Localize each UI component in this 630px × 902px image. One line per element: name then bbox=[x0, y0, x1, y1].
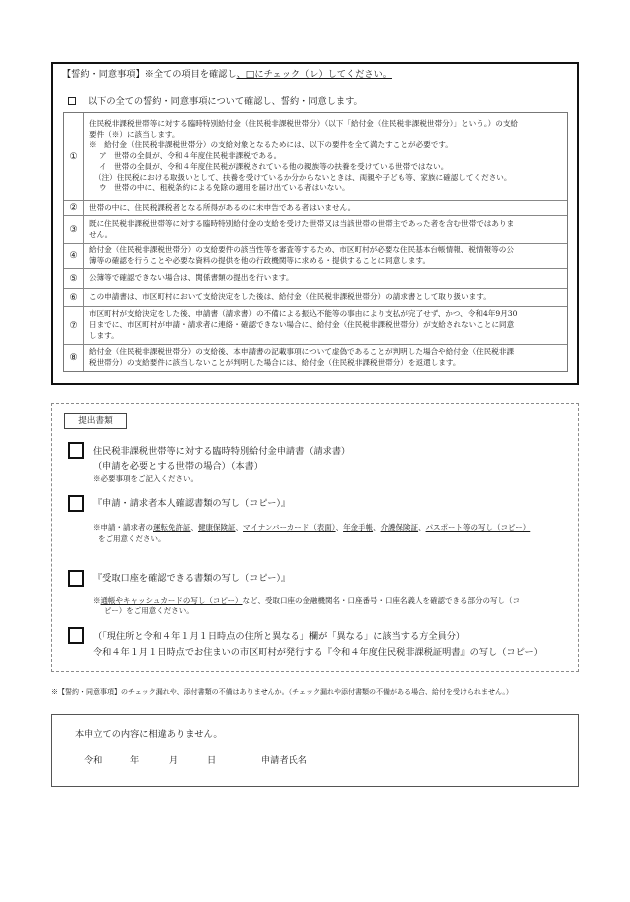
agreement-heading-text: 【誓約・同意事項】※全ての項目を確認し bbox=[62, 69, 237, 80]
terms-line: 世帯の中に、住民税課税者となる所得があるのに未申告である者はいません。 bbox=[89, 202, 356, 212]
consent-label: 以下の全ての誓約・同意事項について確認し、誓約・同意します。 bbox=[88, 95, 363, 107]
checklist-footnote: ※【誓約・同意事項】のチェック漏れや、添付書類の不備はありませんか。（チェック漏れや添付書類の不備がある場合、給付を受けられません。） bbox=[51, 688, 513, 696]
application-form-checkbox[interactable] bbox=[68, 442, 84, 459]
terms-line: 日までに、市区町村が申請・請求者に連絡・確認できない場合に、給付金（住民税非課税世帯分）が支給されないことに同意 bbox=[89, 320, 515, 330]
terms-row-2 bbox=[64, 200, 567, 215]
terms-row-8 bbox=[64, 344, 567, 371]
agreement-heading bbox=[62, 69, 392, 80]
terms-text bbox=[84, 307, 567, 344]
application-form-note: ※必要事項をご記入ください。 bbox=[93, 474, 198, 483]
bank-account-note-rest: など、受取口座の金融機関名・口座番号・口座名義人を確認できる部分の写し（コ bbox=[242, 596, 521, 605]
documents-section bbox=[51, 403, 579, 672]
id-doc-name: 介護保険証 bbox=[380, 523, 419, 532]
terms-number: ⑤ bbox=[64, 269, 84, 288]
terms-table bbox=[63, 112, 568, 372]
note-separator: 、 bbox=[190, 523, 198, 532]
bank-account-note-prefix: ※ bbox=[93, 596, 101, 605]
applicant-name-label: 申請者氏名 bbox=[261, 754, 307, 766]
terms-line: します。 bbox=[89, 330, 119, 340]
terms-number: ② bbox=[64, 201, 84, 215]
id-document-note-prefix: ※申請・請求者の bbox=[93, 523, 153, 532]
terms-line: 要件（※）に該当します。 bbox=[89, 129, 180, 139]
consent-checkbox[interactable] bbox=[68, 97, 76, 105]
terms-line: ア 世帯の全員が、令和４年度住民税非課税である。 bbox=[99, 151, 282, 161]
terms-line: せん。 bbox=[89, 229, 113, 239]
bank-account-note-line2: ピー）をご用意ください。 bbox=[104, 606, 194, 615]
date-era-label: 令和 bbox=[84, 754, 103, 766]
terms-line: ウ 世帯の中に、租税条約による免除の適用を届け出ている者はいない。 bbox=[99, 183, 350, 193]
terms-text bbox=[84, 345, 567, 371]
terms-line: 既に住民税非課税世帯等に対する臨時特別給付金の支給を受けた世帯又は当該世帯の世帯主であった者を含む世帯ではありま bbox=[89, 218, 515, 228]
terms-number: ⑦ bbox=[64, 307, 84, 344]
application-form-subtitle: （申請を必要とする世帯の場合）（本書） bbox=[93, 460, 263, 472]
terms-number: ④ bbox=[64, 244, 84, 268]
terms-line: 住民税非課税世帯等に対する臨時特別給付金（住民税非課税世帯分）（以下「給付金（住民税非課税世帯分）」という。）の支給 bbox=[89, 118, 519, 128]
terms-number: ⑧ bbox=[64, 345, 84, 371]
note-separator: 、 bbox=[235, 523, 243, 532]
terms-line: ※ 給付金（住民税非課税世帯分）の支給対象となるためには、以下の要件を全て満たすことが必要です。 bbox=[89, 140, 453, 150]
tax-certificate-checkbox[interactable] bbox=[68, 627, 84, 644]
bank-account-note bbox=[93, 596, 520, 606]
terms-row-3 bbox=[64, 215, 567, 243]
tax-certificate-condition: （「現住所と令和４年１月１日時点の住所と異なる」欄が「異なる」に該当する方全員分） bbox=[93, 630, 466, 642]
application-form-title: 住民税非課税世帯等に対する臨時特別給付金申請書（請求書） bbox=[93, 445, 351, 457]
note-separator: 、 bbox=[373, 523, 381, 532]
terms-text bbox=[84, 289, 567, 306]
id-document-note bbox=[93, 523, 530, 533]
id-doc-name: マイナンバーカード（表面） bbox=[243, 523, 336, 532]
terms-row-1 bbox=[64, 113, 567, 200]
terms-row-7 bbox=[64, 306, 567, 344]
id-doc-name: パスポート等の写し（コピー） bbox=[425, 523, 531, 532]
id-doc-name: 年金手帳 bbox=[343, 523, 374, 532]
tax-certificate-title: 令和４年１月１日時点でお住まいの市区町村が発行する『令和４年度住民税非課税証明書』の写し（コピー） bbox=[93, 646, 543, 658]
day-label: 日 bbox=[207, 754, 217, 766]
terms-text bbox=[84, 216, 567, 243]
documents-label: 提出書類 bbox=[64, 413, 127, 429]
id-document-title: 『申請・請求者本人確認書類の写し（コピー）』 bbox=[93, 497, 291, 509]
declaration-section bbox=[51, 714, 579, 787]
terms-row-5 bbox=[64, 268, 567, 288]
bank-account-checkbox[interactable] bbox=[68, 570, 84, 587]
terms-text bbox=[84, 201, 567, 215]
id-document-note-line2: をご用意ください。 bbox=[98, 534, 166, 543]
terms-number: ③ bbox=[64, 216, 84, 243]
year-label: 年 bbox=[130, 754, 140, 766]
terms-line: 給付金（住民税非課税世帯分）の支給後、本申請書の記載事項について虚偽であることが判明した場合や給付金（住民税非課 bbox=[89, 347, 515, 357]
terms-row-4 bbox=[64, 243, 567, 268]
terms-row-6 bbox=[64, 288, 567, 306]
terms-text bbox=[84, 244, 567, 268]
id-document-checkbox[interactable] bbox=[68, 495, 84, 512]
agreement-section bbox=[51, 62, 579, 385]
terms-line: 簿等の確認を行うことや必要な資料の提供を他の行政機関等に求める・提供することに同意します。 bbox=[89, 256, 431, 265]
terms-text bbox=[84, 269, 567, 288]
terms-line: この申請書は、市区町村において支給決定をした後は、給付金（住民税非課税世帯分）の請求書として取り扱います。 bbox=[89, 292, 491, 302]
terms-line: （注）住民税における取扱いとして、扶養を受けているか分からないときは、両親や子ども等、家族に確認してください。 bbox=[94, 172, 512, 182]
terms-line: 給付金（住民税非課税世帯分）の支給要件の該当性等を審査等するため、市区町村が必要な住民基本台帳情報、税情報等の公 bbox=[89, 245, 514, 255]
bank-account-title: 『受取口座を確認できる書類の写し（コピー）』 bbox=[93, 572, 291, 584]
terms-line: 税世帯分）の支給要件に該当しないことが判明した場合には、給付金（住民税非課税世帯分）を返還します。 bbox=[89, 358, 461, 367]
note-separator: 、 bbox=[418, 523, 426, 532]
note-separator: 、 bbox=[335, 523, 344, 532]
terms-line: イ 世帯の全員が、令和４年度住民税が課税されている他の親族等の扶養を受けている世帯ではない。 bbox=[99, 161, 449, 171]
declaration-statement: 本申立ての内容に相違ありません。 bbox=[75, 728, 223, 740]
agreement-heading-instruction: 、□にチェック（レ）してください。 bbox=[236, 69, 392, 80]
terms-line: 公簿等で確認できない場合は、関係書類の提出を行います。 bbox=[89, 273, 294, 283]
terms-number: ⑥ bbox=[64, 289, 84, 306]
terms-text bbox=[84, 113, 567, 200]
id-doc-name: 運転免許証 bbox=[153, 523, 191, 532]
terms-number: ① bbox=[64, 113, 84, 200]
bank-account-note-example: 通帳やキャッシュカードの写し（コピー） bbox=[100, 596, 243, 605]
id-doc-name: 健康保険証 bbox=[198, 523, 236, 532]
terms-line: 市区町村が支給決定をした後、申請書（請求書）の不備による振込不能等の事由により支払が完了せず、かつ、令和4年9月30 bbox=[89, 309, 518, 319]
month-label: 月 bbox=[169, 754, 179, 766]
